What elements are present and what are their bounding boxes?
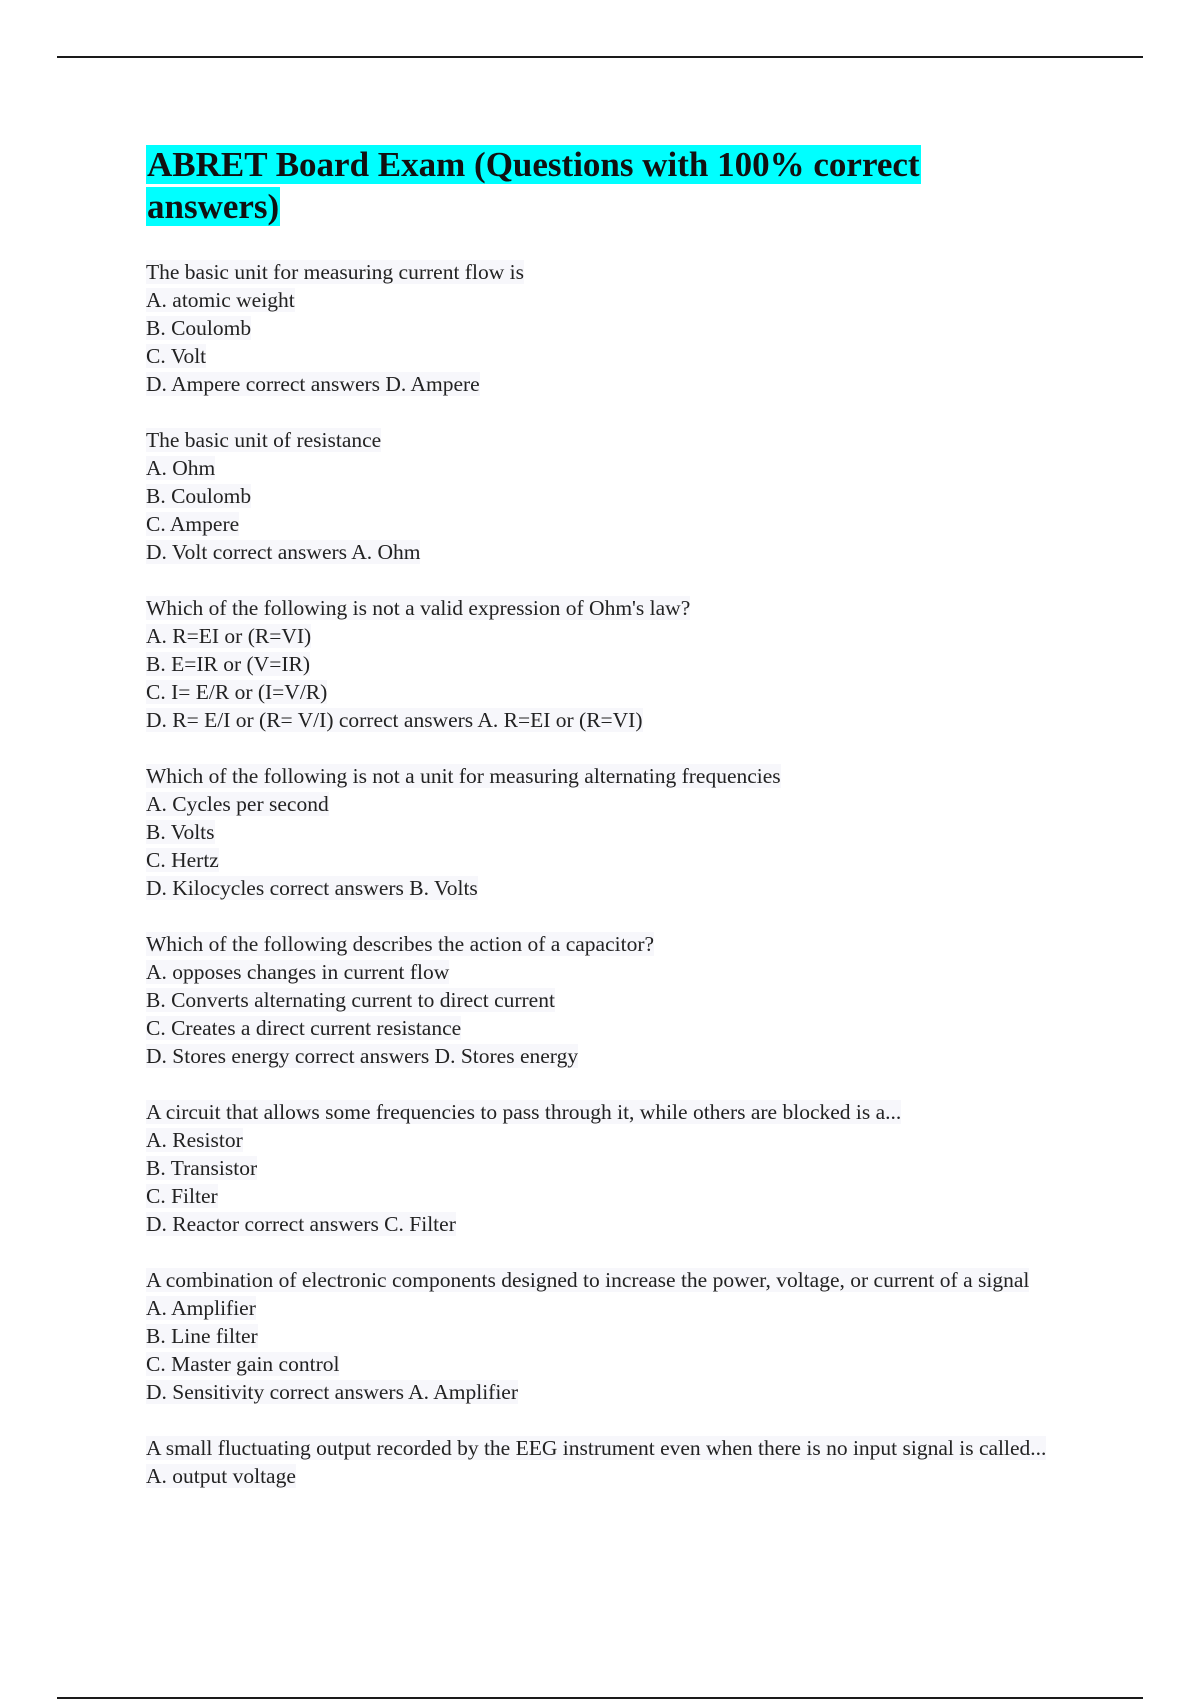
question-stem: Which of the following describes the action of a capacitor? [146, 932, 655, 956]
answer-option: B. Converts alternating current to direct current [146, 988, 555, 1012]
question-stem: The basic unit for measuring current flow is [146, 260, 524, 284]
answer-option: C. Hertz [146, 848, 219, 872]
answer-option: C. Volt [146, 344, 207, 368]
answer-option: D. Ampere correct answers D. Ampere [146, 372, 480, 396]
question-4 [146, 762, 1066, 902]
question-stem: A combination of electronic components designed to increase the power, voltage, or current of a signal [146, 1268, 1030, 1292]
question-stem: A small fluctuating output recorded by the EEG instrument even when there is no input signal is called... [146, 1436, 1047, 1460]
answer-option: C. Filter [146, 1184, 218, 1208]
question-2 [146, 426, 1066, 566]
answer-option: B. Line filter [146, 1324, 258, 1348]
answer-option: A. Ohm [146, 456, 216, 480]
answer-option: D. Sensitivity correct answers A. Amplifier [146, 1380, 518, 1404]
answer-option: D. Reactor correct answers C. Filter [146, 1212, 456, 1236]
header-rule [57, 56, 1143, 58]
answer-option: A. opposes changes in current flow [146, 960, 450, 984]
question-5 [146, 930, 1066, 1070]
answer-option: A. output voltage [146, 1464, 296, 1488]
footer-rule [57, 1697, 1143, 1699]
question-stem: Which of the following is not a valid expression of Ohm's law? [146, 596, 691, 620]
document-body [146, 144, 1066, 1518]
answer-option: B. E=IR or (V=IR) [146, 652, 310, 676]
answer-option: B. Coulomb [146, 484, 252, 508]
answer-option: A. Resistor [146, 1128, 243, 1152]
answer-option: D. Kilocycles correct answers B. Volts [146, 876, 478, 900]
question-8 [146, 1434, 1066, 1490]
question-6 [146, 1098, 1066, 1238]
answer-option: A. atomic weight [146, 288, 295, 312]
answer-option: C. I= E/R or (I=V/R) [146, 680, 328, 704]
answer-option: C. Ampere [146, 512, 240, 536]
question-stem: A circuit that allows some frequencies to pass through it, while others are blocked is a... [146, 1100, 902, 1124]
question-stem: Which of the following is not a unit for measuring alternating frequencies [146, 764, 781, 788]
answer-option: D. Stores energy correct answers D. Stores energy [146, 1044, 579, 1068]
answer-option: D. Volt correct answers A. Ohm [146, 540, 421, 564]
question-stem: The basic unit of resistance [146, 428, 382, 452]
answer-option: A. Cycles per second [146, 792, 329, 816]
answer-option: C. Creates a direct current resistance [146, 1016, 462, 1040]
question-7 [146, 1266, 1066, 1406]
answer-option: B. Transistor [146, 1156, 258, 1180]
answer-option: A. R=EI or (R=VI) [146, 624, 312, 648]
question-1 [146, 258, 1066, 398]
answer-option: A. Amplifier [146, 1296, 256, 1320]
question-3 [146, 594, 1066, 734]
document-title: ABRET Board Exam (Questions with 100% correct answers) [147, 145, 920, 226]
answer-option: C. Master gain control [146, 1352, 340, 1376]
answer-option: D. R= E/I or (R= V/I) correct answers A. R=EI or (R=VI) [146, 708, 643, 732]
answer-option: B. Coulomb [146, 316, 252, 340]
answer-option: B. Volts [146, 820, 215, 844]
